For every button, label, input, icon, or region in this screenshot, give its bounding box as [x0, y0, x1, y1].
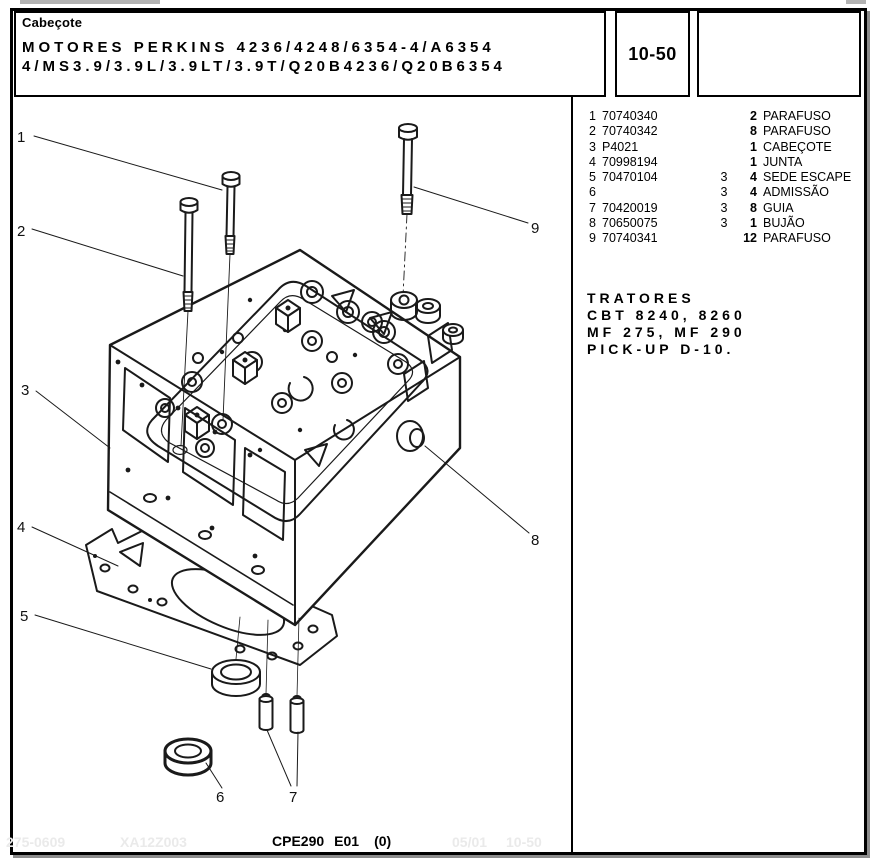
description: ADMISSÃO: [763, 185, 829, 200]
callout-6: 6: [216, 789, 225, 806]
callout-1: 1: [17, 129, 26, 146]
part-number: 70740342: [602, 124, 658, 139]
plug-drawing: [397, 421, 424, 451]
callout-5: 5: [20, 608, 29, 625]
quantity: 4: [750, 185, 757, 200]
watermark-text: 275-0609: [6, 834, 66, 850]
description: GUIA: [763, 200, 794, 215]
mid-column: 3: [720, 185, 728, 200]
callout-4: 4: [17, 519, 26, 536]
quantity: 4: [750, 170, 757, 185]
seat-ring-drawing: [212, 660, 260, 696]
watermark-text: 10-50: [506, 834, 542, 850]
quantity: 2: [750, 109, 757, 123]
item-number: 8: [589, 216, 596, 231]
description: PARAFUSO: [763, 109, 831, 123]
callout-7: 7: [289, 789, 298, 806]
quantity: 1: [750, 216, 757, 231]
watermark-text: XA12Z003: [120, 834, 187, 850]
application-line: PICK-UP D-10.: [587, 341, 735, 357]
callout-8: 8: [531, 532, 540, 549]
stud-boss: [185, 407, 209, 439]
part-number: 70420019: [602, 200, 658, 215]
quantity: 8: [750, 200, 757, 215]
description: PARAFUSO: [763, 124, 831, 139]
title-line-1: MOTORES PERKINS 4236/4248/6354-4/A6354: [22, 39, 495, 56]
application-line: CBT 8240, 8260: [587, 307, 746, 323]
drawing-code: [272, 833, 391, 849]
part-number: 70740340: [602, 109, 658, 123]
drawing-code-number: CPE290: [272, 833, 325, 849]
mid-column: 3: [720, 216, 728, 231]
callout-9: 9: [531, 220, 540, 237]
callout-2: 2: [17, 223, 26, 240]
quantity: 1: [750, 154, 757, 169]
description: PARAFUSO: [763, 231, 831, 246]
application-line: TRATORES: [587, 290, 695, 306]
description: CABEÇOTE: [763, 139, 832, 154]
item-number: 6: [589, 185, 596, 200]
item-number: 5: [589, 170, 596, 185]
item-number: 4: [589, 154, 596, 169]
mid-column: 3: [720, 200, 728, 215]
quantity: 8: [750, 124, 757, 139]
item-number: 2: [589, 124, 596, 139]
page-code: 10-50: [628, 43, 677, 64]
seat-ring-thick-drawing: [165, 739, 211, 775]
part-number: 70650075: [602, 216, 658, 231]
description: JUNTA: [763, 154, 803, 169]
bolt-drawing-right: [391, 124, 417, 320]
title-line-2: 4/MS3.9/3.9L/3.9LT/3.9T/Q20B4236/Q20B6354: [22, 58, 506, 75]
drawing-code-revision: E01: [334, 833, 360, 849]
valve-guide-drawing: [260, 694, 304, 733]
part-number: 70740341: [602, 231, 658, 246]
mid-column: 3: [720, 170, 728, 185]
application-line: MF 275, MF 290: [587, 324, 746, 340]
drawing-code-issue: (0): [374, 833, 392, 849]
item-number: 9: [589, 231, 596, 246]
part-number: 70998194: [602, 154, 658, 169]
item-number: 3: [589, 139, 596, 154]
section-label: Cabeçote: [22, 15, 83, 30]
quantity: 1: [750, 139, 757, 154]
callout-3: 3: [21, 382, 30, 399]
part-number: 70470104: [602, 170, 658, 185]
part-number: P4021: [602, 139, 639, 154]
item-number: 1: [589, 109, 596, 123]
description: SEDE ESCAPE: [763, 170, 852, 185]
quantity: 12: [743, 231, 757, 246]
item-number: 7: [589, 200, 596, 215]
description: BUJÃO: [763, 216, 805, 231]
stud-boss: [276, 300, 300, 332]
watermark-text: 05/01: [452, 834, 488, 850]
stud-boss: [233, 352, 257, 384]
